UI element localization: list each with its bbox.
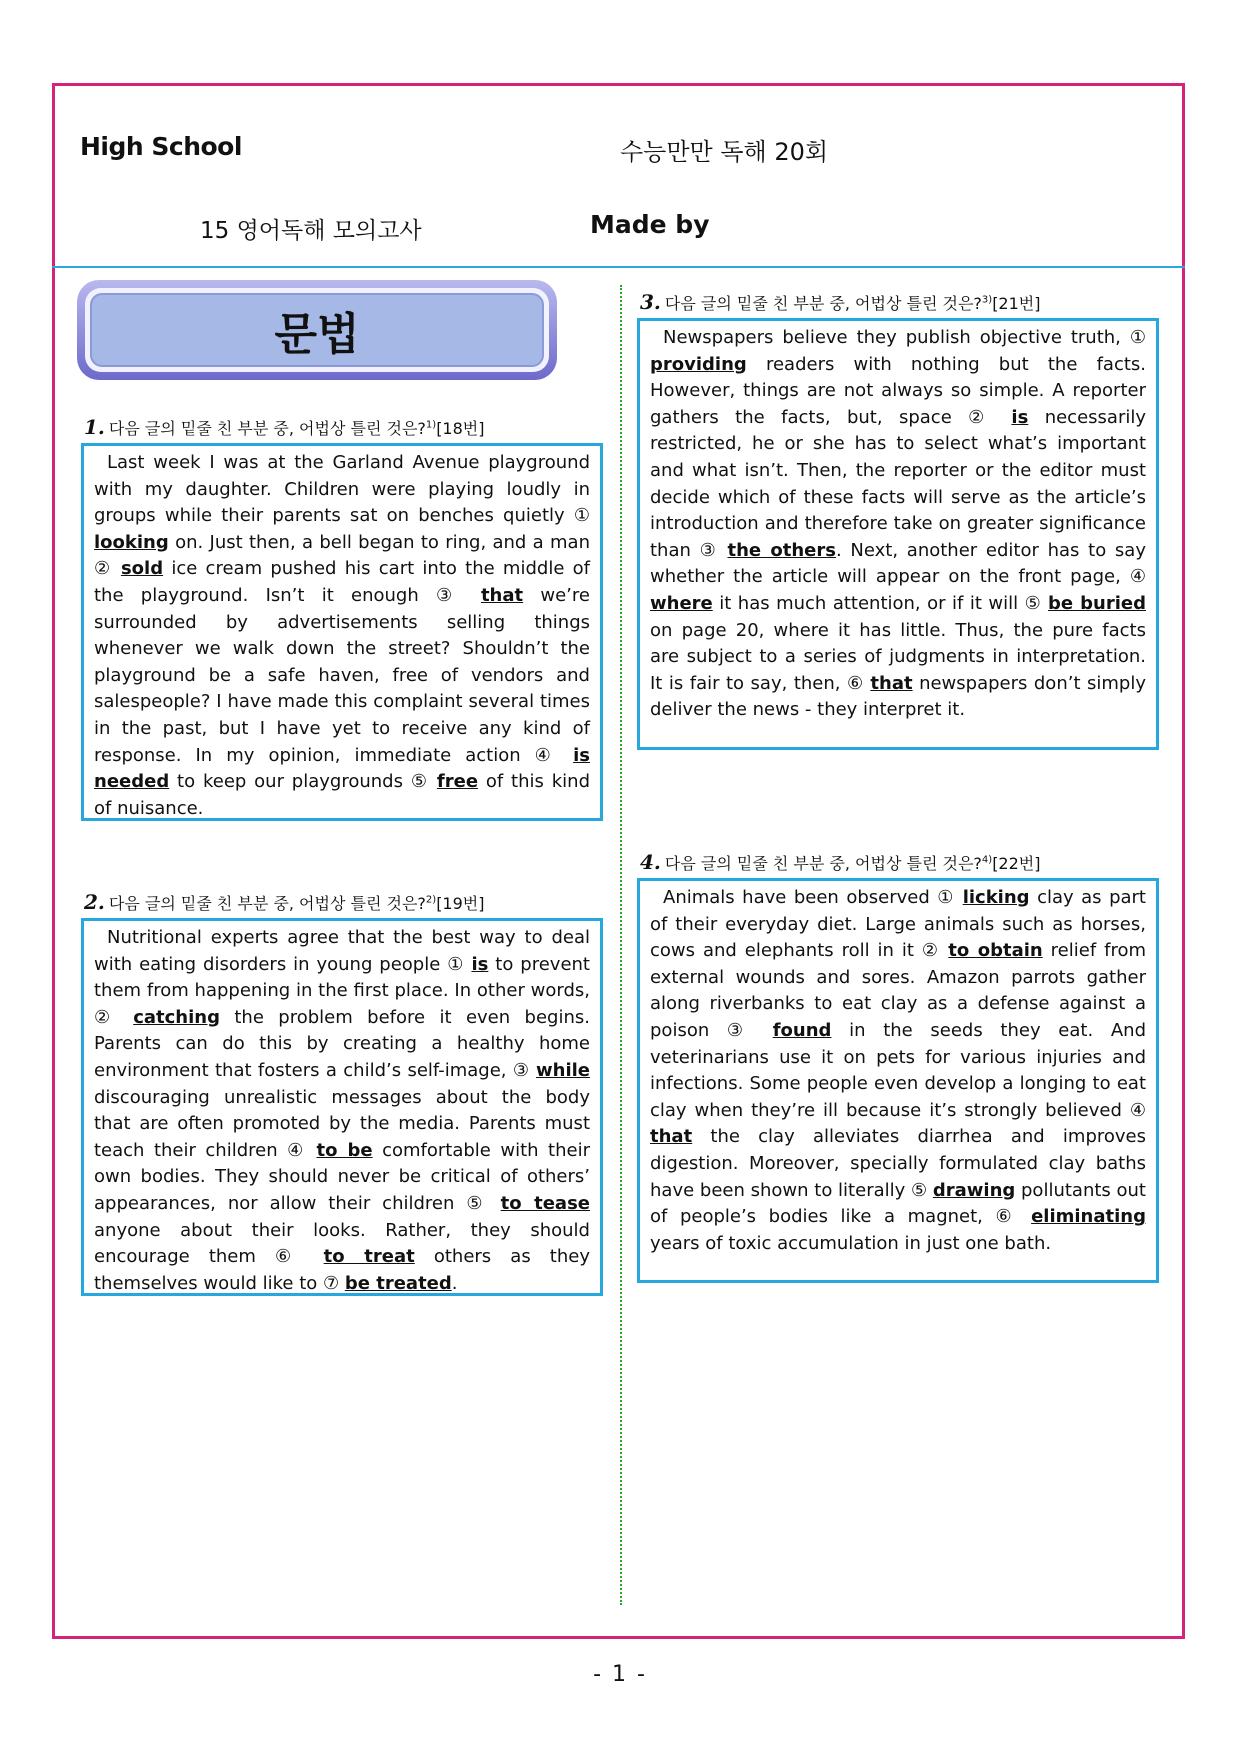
passage-text (650, 325, 1146, 724)
passage-segment: others as they themselves would like to ⑦ (94, 1246, 590, 1294)
passage-segment: anyone about their looks. Rather, they should encourage them ⑥ (94, 1219, 590, 1268)
passage-segment: . Next, another editor has to say whether the article will appear on the front page, ④ (650, 539, 1146, 588)
section-title: 문법 (90, 293, 544, 367)
question-1-title (84, 415, 485, 439)
underlined-answer-choice: licking (962, 887, 1030, 908)
footnote-marker: 4) (981, 854, 993, 866)
column-divider (620, 285, 622, 1605)
passage-segment: of this kind of nuisance. (94, 771, 590, 819)
passage-segment: newspapers don’t simply deliver the news - they interpret it. (650, 672, 1146, 721)
header-divider (52, 266, 1185, 268)
header-series-title: 수능만만 독해 20회 (620, 138, 829, 166)
footnote-marker: 2) (425, 894, 437, 906)
question-3-title (640, 290, 1041, 314)
header-school: High School (80, 132, 242, 161)
passage-segment: clay as part of their everyday diet. Large animals such as horses, cows and elephants roll in it ② (650, 887, 1146, 962)
question-number: 4. (640, 850, 661, 874)
underlined-answer-choice: to tease (500, 1192, 590, 1214)
question-number: 1. (84, 415, 105, 439)
question-1-passage (81, 443, 603, 821)
passage-segment: readers with nothing but the facts. However, things are not always so simple. A reporter gathers the facts, but, space ② (650, 353, 1146, 428)
underlined-answer-choice: free (436, 771, 479, 793)
page-number: - 1 - (593, 1662, 647, 1687)
underlined-answer-choice: eliminating (1031, 1206, 1146, 1228)
question-source: [22번] (992, 854, 1041, 873)
underlined-answer-choice: the others (727, 539, 836, 561)
question-number: 2. (84, 890, 105, 914)
underlined-answer-choice: to obtain (948, 940, 1043, 962)
underlined-answer-choice: be buried (1048, 592, 1146, 614)
passage-segment: on page 20, where it has little. Thus, the pure facts are subject to a series of judgments in interpretation. It is fair to say, then, ⑥ (650, 619, 1146, 694)
passage-segment: to keep our playgrounds ⑤ (169, 771, 437, 793)
underlined-answer-choice: to treat (323, 1246, 415, 1268)
question-source: [21번] (992, 294, 1041, 313)
passage-segment: the problem before it even begins. Parents can do this by creating a healthy home environment that fosters a child’s self-image, ③ (94, 1006, 590, 1081)
underlined-answer-choice: looking (94, 531, 169, 553)
passage-segment: it has much attention, or if it will ⑤ (712, 592, 1049, 614)
question-prompt: 다음 글의 밑줄 친 부분 중, 어법상 틀린 것은? (108, 894, 426, 913)
underlined-answer-choice: to be (316, 1139, 373, 1161)
passage-text (94, 925, 590, 1297)
underlined-answer-choice: found (772, 1019, 832, 1041)
question-2-title (84, 890, 485, 914)
question-prompt: 다음 글의 밑줄 친 부분 중, 어법상 틀린 것은? (664, 294, 982, 313)
passage-segment: pollutants out of people’s bodies like a magnet, ⑥ (650, 1179, 1146, 1228)
passage-segment: the clay alleviates diarrhea and improves digestion. Moreover, specially formulated clay baths have been shown to literally ⑤ (650, 1126, 1146, 1201)
question-4-passage (637, 878, 1159, 1283)
underlined-answer-choice: catching (133, 1006, 220, 1028)
passage-segment: years of toxic accumulation in just one bath. (650, 1232, 1052, 1254)
underlined-answer-choice: is (471, 953, 489, 975)
underlined-answer-choice: drawing (932, 1179, 1016, 1201)
underlined-answer-choice: is (1011, 406, 1029, 428)
passage-segment: Nutritional experts agree that the best way to deal with eating disorders in young people ① (94, 927, 590, 975)
underlined-answer-choice: that (480, 584, 524, 606)
footnote-marker: 3) (981, 294, 993, 306)
underlined-answer-choice: be treated (344, 1272, 452, 1294)
underlined-answer-choice: is needed (94, 744, 590, 793)
question-prompt: 다음 글의 밑줄 친 부분 중, 어법상 틀린 것은? (664, 854, 982, 873)
question-source: [18번] (436, 419, 485, 438)
passage-segment: . (451, 1272, 458, 1294)
passage-segment: on. Just then, a bell began to ring, and a man ② (94, 531, 590, 580)
question-3-passage (637, 318, 1159, 750)
passage-segment: Animals have been observed ① (663, 887, 963, 908)
section-banner (77, 280, 557, 380)
question-4-title (640, 850, 1041, 874)
question-source: [19번] (436, 894, 485, 913)
passage-segment: relief from external wounds and sores. Amazon parrots gather along riverbanks to eat clay as a defense against a poison ③ (650, 940, 1147, 1041)
passage-text (650, 885, 1146, 1257)
passage-segment: we’re surrounded by advertisements selling things whenever we walk down the street? Shouldn’t the playground be a safe haven, free of vendors and salespeople? I have made this complaint several times in the past, but I have yet to receive any kind of response. In my opinion, immediate action ④ (94, 584, 590, 766)
underlined-answer-choice: that (870, 672, 913, 694)
passage-segment: Newspapers believe they publish objective truth, ① (663, 327, 1146, 348)
header-made-by: Made by (590, 210, 710, 239)
passage-segment: Last week I was at the Garland Avenue playground with my daughter. Children were playing loudly in groups while their parents sat on benches quietly ① (94, 452, 590, 527)
passage-segment: to prevent them from happening in the first place. In other words, ② (94, 953, 590, 1028)
passage-text (94, 450, 590, 822)
question-prompt: 다음 글의 밑줄 친 부분 중, 어법상 틀린 것은? (108, 419, 426, 438)
underlined-answer-choice: where (650, 592, 713, 614)
underlined-answer-choice: providing (650, 353, 747, 375)
passage-segment: discouraging unrealistic messages about the body that are often promoted by the media. Parents must teach their children ④ (94, 1086, 590, 1161)
underlined-answer-choice: that (650, 1126, 693, 1148)
passage-segment: comfortable with their own bodies. They should never be critical of others’ appearances, nor allow their children ⑤ (94, 1139, 590, 1214)
underlined-answer-choice: while (536, 1059, 590, 1081)
passage-segment: necessarily restricted, he or she has to select what’s important and what isn’t. Then, the reporter or the editor must decide which of these facts will serve as the article’s introduction and therefore take on greater significance than ③ (650, 406, 1146, 561)
passage-segment: ice cream pushed his cart into the middle of the playground. Isn’t it enough ③ (94, 558, 591, 606)
footnote-marker: 1) (425, 419, 437, 431)
underlined-answer-choice: sold (120, 558, 164, 580)
header-subtitle: 15 영어독해 모의고사 (200, 218, 422, 244)
passage-segment: in the seeds they eat. And veterinarians use it on pets for various injuries and infections. Some people even develop a longing to eat clay when they’re ill because it’s strongly believed ④ (650, 1019, 1146, 1121)
question-number: 3. (640, 290, 661, 314)
question-2-passage (81, 918, 603, 1296)
